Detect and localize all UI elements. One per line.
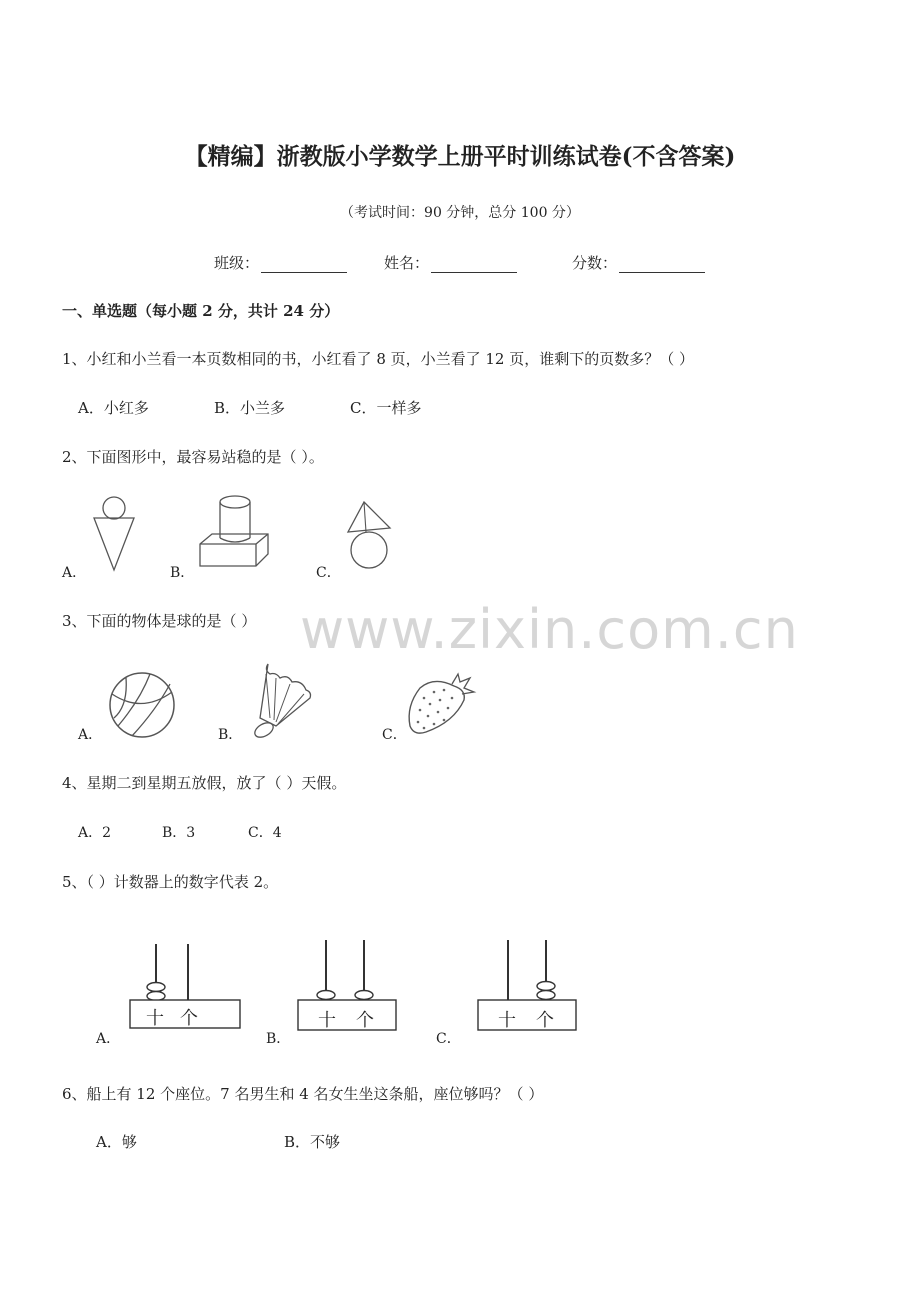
q1-option-b[interactable]: B．小兰多: [214, 399, 286, 417]
question-4: 4、星期二到星期五放假，放了（ ）天假。: [62, 774, 347, 792]
score-blank[interactable]: [619, 258, 705, 273]
name-field[interactable]: [384, 252, 517, 273]
q5-option-c[interactable]: C．: [436, 1031, 461, 1047]
q4-option-c[interactable]: C．4: [248, 825, 282, 841]
class-label: 班级：: [214, 254, 260, 272]
q2-option-c[interactable]: C．: [316, 565, 341, 581]
cylinder-on-box-icon: [198, 494, 272, 570]
q6-option-b[interactable]: B．不够: [284, 1133, 341, 1151]
name-label: 姓名：: [384, 254, 430, 272]
cone-on-ball-icon: [344, 498, 396, 572]
abacus-b-tens-label: 十: [318, 1010, 336, 1031]
question-3: 3、下面的物体是球的是（ ）: [62, 612, 257, 630]
abacus-b-ones-label: 个: [356, 1010, 374, 1031]
q1-option-a[interactable]: A．小红多: [78, 399, 149, 417]
question-5: 5、（ ）计数器上的数字代表 2。: [62, 873, 279, 891]
abacus-a-tens-label: 十: [146, 1008, 164, 1029]
q6-option-a[interactable]: A．够: [96, 1133, 137, 1151]
q3-option-c[interactable]: C．: [382, 727, 407, 743]
ice-cream-cone-icon: [90, 494, 140, 574]
exam-info: （考试时间：90 分钟，总分 100 分）: [340, 205, 580, 221]
q4-option-b[interactable]: B．3: [162, 825, 196, 841]
q4-option-a[interactable]: A．2: [78, 825, 112, 841]
abacus-c-tens-label: 十: [498, 1010, 516, 1031]
abacus-icon: [296, 938, 400, 1034]
class-blank[interactable]: [261, 258, 347, 273]
q5-option-a[interactable]: A．: [96, 1031, 121, 1047]
score-field[interactable]: [572, 252, 705, 273]
abacus-a-ones-label: 个: [180, 1008, 198, 1029]
q3-option-a[interactable]: A．: [78, 727, 103, 743]
basketball-icon: [106, 670, 178, 740]
watermark: www.zixin.com.cn: [300, 598, 799, 661]
strawberry-icon: [404, 670, 478, 740]
question-6: 6、船上有 12 个座位。7 名男生和 4 名女生坐这条船，座位够吗？（ ）: [62, 1085, 544, 1103]
score-label: 分数：: [572, 254, 618, 272]
q5-option-b[interactable]: B．: [266, 1031, 291, 1047]
shuttlecock-icon: [246, 660, 316, 740]
class-field[interactable]: [214, 252, 347, 273]
question-1: 1、小红和小兰看一本页数相同的书，小红看了 8 页，小兰看了 12 页，谁剩下的页数多？（ ）: [62, 350, 695, 368]
question-2: 2、下面图形中，最容易站稳的是（ ）。: [62, 448, 324, 466]
section-heading: 一、单选题（每小题 2 分，共计 24 分）: [62, 302, 340, 320]
q2-option-b[interactable]: B．: [170, 565, 195, 581]
q1-option-c[interactable]: C．一样多: [350, 399, 422, 417]
page-title: 【精编】浙教版小学数学上册平时训练试卷(不含答案): [184, 143, 736, 170]
abacus-c-ones-label: 个: [536, 1010, 554, 1031]
abacus-icon: [476, 938, 580, 1034]
name-blank[interactable]: [431, 258, 517, 273]
q2-option-a[interactable]: A．: [62, 565, 87, 581]
q3-option-b[interactable]: B．: [218, 727, 243, 743]
